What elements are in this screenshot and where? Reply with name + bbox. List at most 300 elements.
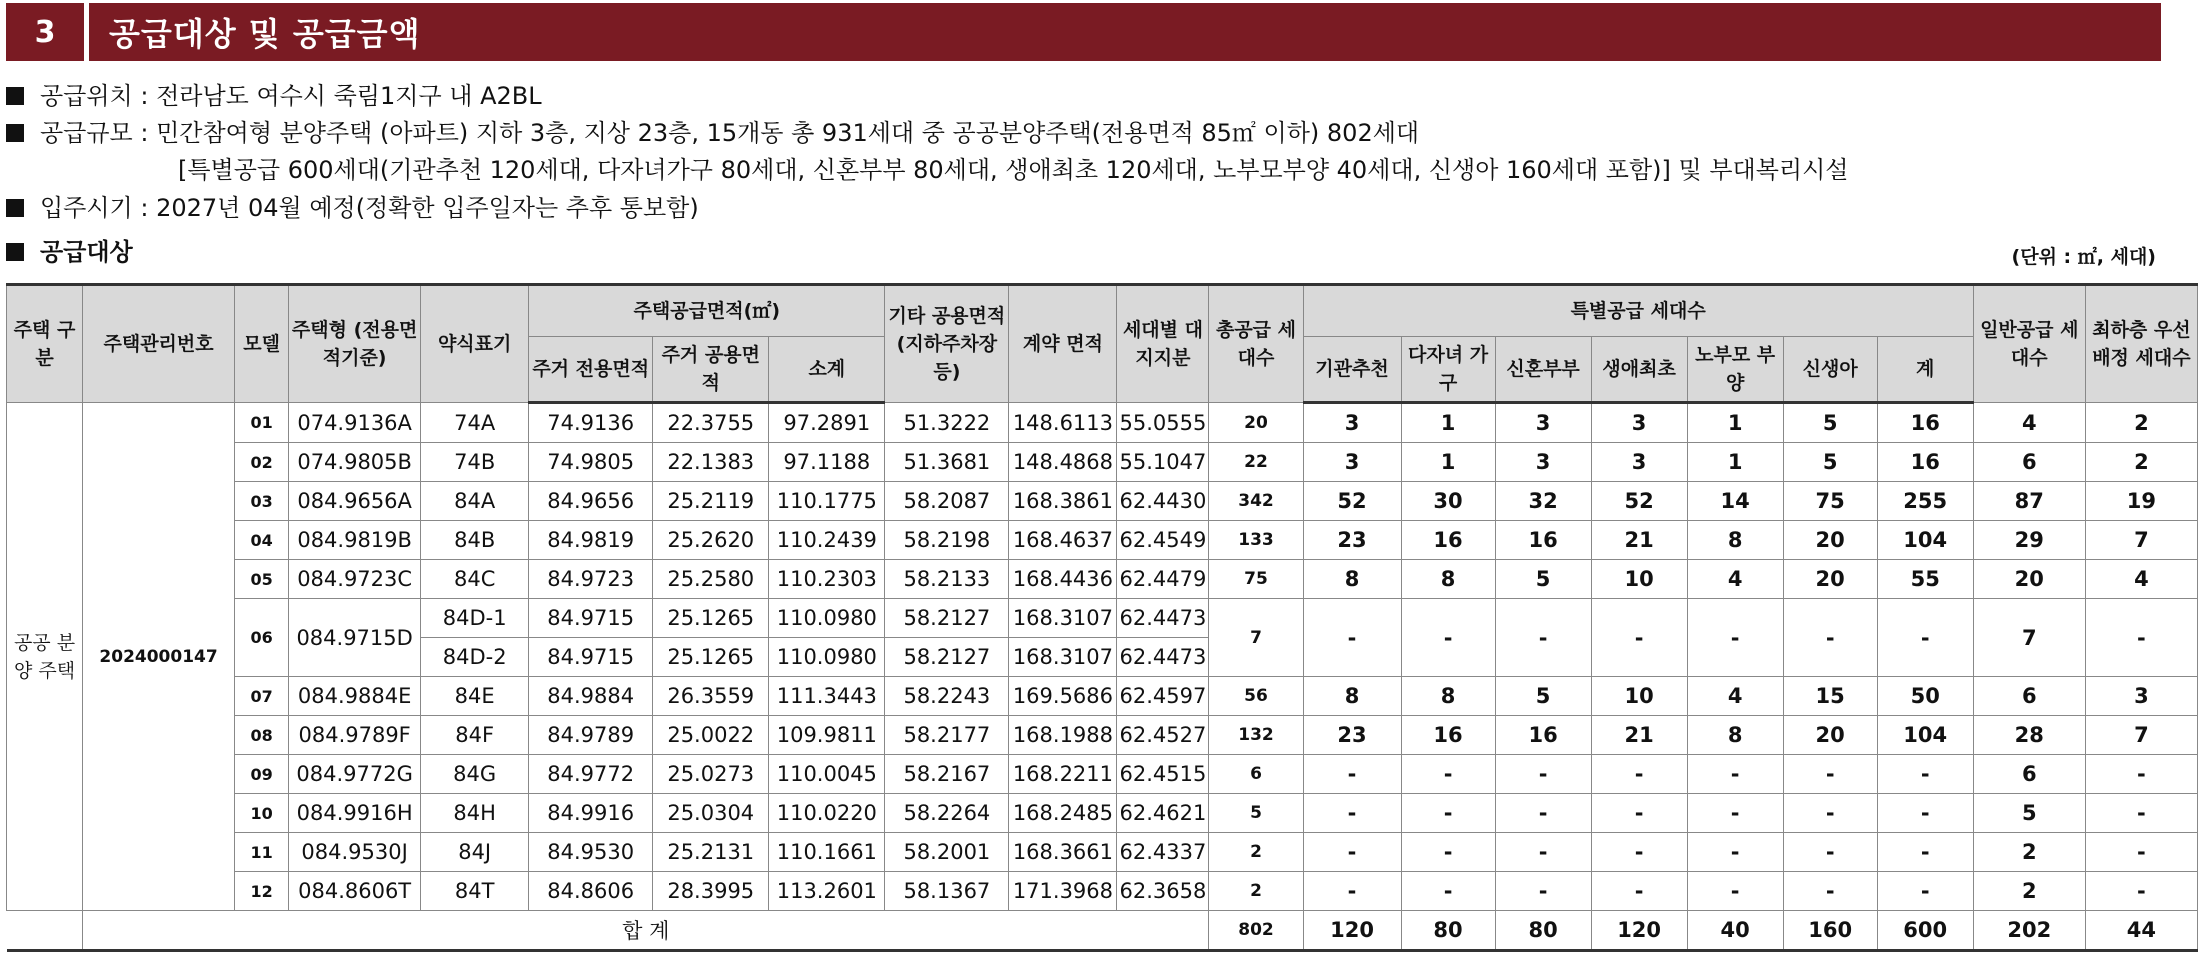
contract-area-cell: 168.2211	[1009, 755, 1117, 794]
abbr-cell: 84F	[421, 716, 529, 755]
general-cell: 2	[1973, 833, 2085, 872]
section-title: 공급대상 및 공급금액	[109, 15, 421, 53]
sp-total-cell: -	[1877, 794, 1973, 833]
total-supply-cell: 22	[1209, 443, 1303, 482]
subtotal-cell: 111.3443	[769, 677, 885, 716]
lowest-cell: 3	[2085, 677, 2197, 716]
section-header	[6, 3, 2161, 61]
general-cell: 87	[1973, 482, 2085, 521]
lowest-cell: -	[2085, 755, 2197, 794]
totals-newborn: 160	[1783, 911, 1877, 951]
lowest-cell: -	[2085, 599, 2197, 677]
model-cell: 01	[235, 403, 289, 443]
newborn-cell: -	[1783, 599, 1877, 677]
multi-cell: 8	[1401, 560, 1495, 599]
newborn-cell: -	[1783, 755, 1877, 794]
other-common-cell: 58.2087	[885, 482, 1009, 521]
model-cell: 02	[235, 443, 289, 482]
subtotal-cell: 113.2601	[769, 872, 885, 911]
sp-total-cell: 104	[1877, 521, 1973, 560]
abbr-cell: 84J	[421, 833, 529, 872]
exclusive-cell: 84.9656	[529, 482, 653, 521]
other-common-cell: 58.2001	[885, 833, 1009, 872]
col-general-supply: 일반공급 세대수	[1973, 285, 2085, 403]
inst-cell: 8	[1303, 560, 1401, 599]
inst-cell: 8	[1303, 677, 1401, 716]
abbr-cell: 84A	[421, 482, 529, 521]
table-row	[7, 794, 2198, 833]
common-cell: 26.3559	[653, 677, 769, 716]
elder-cell: 8	[1687, 521, 1783, 560]
totals-total-supply: 802	[1209, 911, 1303, 951]
elder-cell: 8	[1687, 716, 1783, 755]
house-type-cell: 084.9715D	[289, 599, 421, 677]
newborn-cell: -	[1783, 872, 1877, 911]
elder-cell: 14	[1687, 482, 1783, 521]
sp-total-cell: 104	[1877, 716, 1973, 755]
first-cell: 3	[1591, 403, 1687, 443]
newly-cell: 16	[1495, 521, 1591, 560]
model-cell: 08	[235, 716, 289, 755]
total-supply-cell: 2	[1209, 833, 1303, 872]
first-cell: -	[1591, 599, 1687, 677]
elder-cell: -	[1687, 833, 1783, 872]
subtotal-cell: 110.0220	[769, 794, 885, 833]
totals-lowest: 44	[2085, 911, 2197, 951]
general-cell: 2	[1973, 872, 2085, 911]
col-lowest-floor: 최하층 우선배정 세대수	[2085, 285, 2197, 403]
col-elder: 노부모 부양	[1687, 337, 1783, 403]
lowest-cell: 4	[2085, 560, 2197, 599]
elder-cell: 1	[1687, 443, 1783, 482]
model-cell: 06	[235, 599, 289, 677]
common-cell: 22.1383	[653, 443, 769, 482]
total-supply-cell: 5	[1209, 794, 1303, 833]
exclusive-cell: 84.9715	[529, 638, 653, 677]
subtotal-cell: 110.0980	[769, 599, 885, 638]
section-number: 3	[6, 3, 89, 61]
square-bullet-icon	[6, 243, 24, 261]
totals-multi: 80	[1401, 911, 1495, 951]
exclusive-cell: 84.9916	[529, 794, 653, 833]
first-cell: -	[1591, 794, 1687, 833]
land-share-cell: 55.1047	[1117, 443, 1209, 482]
elder-cell: 1	[1687, 403, 1783, 443]
house-type-cell: 084.9789F	[289, 716, 421, 755]
multi-cell: 30	[1401, 482, 1495, 521]
model-cell: 10	[235, 794, 289, 833]
common-cell: 25.0304	[653, 794, 769, 833]
land-share-cell: 62.4473	[1117, 638, 1209, 677]
col-common: 주거 공용면적	[653, 337, 769, 403]
col-mgmt-no: 주택관리번호	[83, 285, 235, 403]
table-header	[7, 285, 2198, 403]
common-cell: 22.3755	[653, 403, 769, 443]
multi-cell: 16	[1401, 521, 1495, 560]
unit-note: (단위 : ㎡, 세대)	[2011, 246, 2156, 268]
newborn-cell: 15	[1783, 677, 1877, 716]
exclusive-cell: 74.9805	[529, 443, 653, 482]
abbr-cell: 84B	[421, 521, 529, 560]
common-cell: 25.1265	[653, 599, 769, 638]
mgmt-no-cell: 2024000147	[83, 403, 235, 911]
land-share-cell: 62.4515	[1117, 755, 1209, 794]
land-share-cell: 55.0555	[1117, 403, 1209, 443]
model-cell: 11	[235, 833, 289, 872]
elder-cell: 4	[1687, 560, 1783, 599]
table-row	[7, 403, 2198, 443]
totals-elder: 40	[1687, 911, 1783, 951]
table-row	[7, 755, 2198, 794]
newly-cell: -	[1495, 599, 1591, 677]
first-cell: 10	[1591, 560, 1687, 599]
first-cell: 3	[1591, 443, 1687, 482]
totals-first: 120	[1591, 911, 1687, 951]
elder-cell: -	[1687, 872, 1783, 911]
exclusive-cell: 84.8606	[529, 872, 653, 911]
elder-cell: -	[1687, 755, 1783, 794]
totals-inst: 120	[1303, 911, 1401, 951]
total-supply-cell: 20	[1209, 403, 1303, 443]
col-inst: 기관추천	[1303, 337, 1401, 403]
other-common-cell: 58.2133	[885, 560, 1009, 599]
other-common-cell: 58.2167	[885, 755, 1009, 794]
land-share-cell: 62.4479	[1117, 560, 1209, 599]
first-cell: 21	[1591, 716, 1687, 755]
contract-area-cell: 168.3107	[1009, 638, 1117, 677]
newly-cell: 5	[1495, 560, 1591, 599]
land-share-cell: 62.4473	[1117, 599, 1209, 638]
table-row	[7, 716, 2198, 755]
common-cell: 25.2620	[653, 521, 769, 560]
first-cell: 52	[1591, 482, 1687, 521]
totals-label: 합 계	[83, 911, 1209, 951]
house-type-cell: 084.9884E	[289, 677, 421, 716]
multi-cell: -	[1401, 755, 1495, 794]
sp-total-cell: -	[1877, 872, 1973, 911]
inst-cell: 3	[1303, 443, 1401, 482]
table-row	[7, 599, 2198, 638]
exclusive-cell: 84.9819	[529, 521, 653, 560]
total-supply-cell: 75	[1209, 560, 1303, 599]
general-cell: 20	[1973, 560, 2085, 599]
totals-newly: 80	[1495, 911, 1591, 951]
exclusive-cell: 84.9530	[529, 833, 653, 872]
total-supply-cell: 56	[1209, 677, 1303, 716]
blank-cell	[7, 911, 83, 951]
col-housing-type: 주택 구분	[7, 285, 83, 403]
house-type-cell: 084.9819B	[289, 521, 421, 560]
lowest-cell: 2	[2085, 443, 2197, 482]
lowest-cell: -	[2085, 872, 2197, 911]
other-common-cell: 58.2127	[885, 638, 1009, 677]
elder-cell: -	[1687, 794, 1783, 833]
col-abbr: 약식표기	[421, 285, 529, 403]
col-sp-total: 계	[1877, 337, 1973, 403]
house-type-cell: 084.8606T	[289, 872, 421, 911]
newly-cell: -	[1495, 872, 1591, 911]
model-cell: 07	[235, 677, 289, 716]
inst-cell: -	[1303, 872, 1401, 911]
lowest-cell: -	[2085, 794, 2197, 833]
col-newly: 신혼부부	[1495, 337, 1591, 403]
model-cell: 09	[235, 755, 289, 794]
common-cell: 25.2131	[653, 833, 769, 872]
lowest-cell: 7	[2085, 716, 2197, 755]
table-row	[7, 677, 2198, 716]
common-cell: 25.2119	[653, 482, 769, 521]
col-contract-area: 계약 면적	[1009, 285, 1117, 403]
newborn-cell: 75	[1783, 482, 1877, 521]
info-location: 공급위치 : 전라남도 여수시 죽림1지구 내 A2BL	[6, 80, 542, 112]
newly-cell: 16	[1495, 716, 1591, 755]
house-type-cell: 084.9723C	[289, 560, 421, 599]
common-cell: 25.0273	[653, 755, 769, 794]
sp-total-cell: 55	[1877, 560, 1973, 599]
abbr-cell: 84C	[421, 560, 529, 599]
newly-cell: 3	[1495, 443, 1591, 482]
land-share-cell: 62.3658	[1117, 872, 1209, 911]
col-exclusive: 주거 전용면적	[529, 337, 653, 403]
col-total-supply: 총공급 세대수	[1209, 285, 1303, 403]
other-common-cell: 51.3681	[885, 443, 1009, 482]
exclusive-cell: 74.9136	[529, 403, 653, 443]
model-cell: 05	[235, 560, 289, 599]
contract-area-cell: 168.2485	[1009, 794, 1117, 833]
multi-cell: 1	[1401, 403, 1495, 443]
table-row	[7, 443, 2198, 482]
land-share-cell: 62.4549	[1117, 521, 1209, 560]
other-common-cell: 51.3222	[885, 403, 1009, 443]
newly-cell: -	[1495, 833, 1591, 872]
other-common-cell: 58.2127	[885, 599, 1009, 638]
newly-cell: -	[1495, 794, 1591, 833]
col-first: 생애최초	[1591, 337, 1687, 403]
contract-area-cell: 168.3661	[1009, 833, 1117, 872]
contract-area-cell: 168.1988	[1009, 716, 1117, 755]
contract-area-cell: 168.4637	[1009, 521, 1117, 560]
lowest-cell: 2	[2085, 403, 2197, 443]
exclusive-cell: 84.9772	[529, 755, 653, 794]
model-cell: 12	[235, 872, 289, 911]
inst-cell: 23	[1303, 521, 1401, 560]
first-cell: 21	[1591, 521, 1687, 560]
col-multi: 다자녀 가구	[1401, 337, 1495, 403]
first-cell: 10	[1591, 677, 1687, 716]
newborn-cell: 5	[1783, 443, 1877, 482]
multi-cell: -	[1401, 794, 1495, 833]
info-target-heading: 공급대상	[6, 236, 133, 268]
subtotal-cell: 110.0980	[769, 638, 885, 677]
total-supply-cell: 6	[1209, 755, 1303, 794]
general-cell: 28	[1973, 716, 2085, 755]
subtotal-cell: 110.0045	[769, 755, 885, 794]
total-supply-cell: 342	[1209, 482, 1303, 521]
abbr-cell: 84T	[421, 872, 529, 911]
newly-cell: 32	[1495, 482, 1591, 521]
table-row	[7, 833, 2198, 872]
contract-area-cell: 168.3861	[1009, 482, 1117, 521]
inst-cell: 52	[1303, 482, 1401, 521]
total-supply-cell: 133	[1209, 521, 1303, 560]
common-cell: 25.2580	[653, 560, 769, 599]
col-subtotal: 소계	[769, 337, 885, 403]
info-scale-detail: [특별공급 600세대(기관추천 120세대, 다자녀가구 80세대, 신혼부부 80세대, 생애최초 120세대, 노부모부양 40세대, 신생아 160세대 포함)] 및 부대복리시설	[178, 156, 1849, 184]
col-special-supply: 특별공급 세대수	[1303, 285, 1973, 337]
sp-total-cell: 16	[1877, 403, 1973, 443]
first-cell: -	[1591, 755, 1687, 794]
multi-cell: -	[1401, 599, 1495, 677]
abbr-cell: 84D-1	[421, 599, 529, 638]
totals-sp-total: 600	[1877, 911, 1973, 951]
multi-cell: 16	[1401, 716, 1495, 755]
subtotal-cell: 97.1188	[769, 443, 885, 482]
lowest-cell: 7	[2085, 521, 2197, 560]
land-share-cell: 62.4597	[1117, 677, 1209, 716]
house-type-cell: 074.9805B	[289, 443, 421, 482]
table-row	[7, 482, 2198, 521]
land-share-cell: 62.4337	[1117, 833, 1209, 872]
common-cell: 28.3995	[653, 872, 769, 911]
housing-type-cell: 공공 분양 주택	[7, 403, 83, 911]
multi-cell: 1	[1401, 443, 1495, 482]
house-type-cell: 084.9656A	[289, 482, 421, 521]
contract-area-cell: 171.3968	[1009, 872, 1117, 911]
land-share-cell: 62.4430	[1117, 482, 1209, 521]
elder-cell: 4	[1687, 677, 1783, 716]
abbr-cell: 74B	[421, 443, 529, 482]
house-type-cell: 074.9136A	[289, 403, 421, 443]
total-supply-cell: 132	[1209, 716, 1303, 755]
info-scale: 공급규모 : 민간참여형 분양주택 (아파트) 지하 3층, 지상 23층, 15개동 총 931세대 중 공공분양주택(전용면적 85㎡ 이하) 802세대	[6, 117, 1419, 149]
table-row	[7, 521, 2198, 560]
other-common-cell: 58.2177	[885, 716, 1009, 755]
table-body	[7, 403, 2198, 911]
general-cell: 5	[1973, 794, 2085, 833]
exclusive-cell: 84.9789	[529, 716, 653, 755]
newborn-cell: 20	[1783, 716, 1877, 755]
col-newborn: 신생아	[1783, 337, 1877, 403]
exclusive-cell: 84.9723	[529, 560, 653, 599]
other-common-cell: 58.1367	[885, 872, 1009, 911]
house-type-cell: 084.9916H	[289, 794, 421, 833]
multi-cell: 8	[1401, 677, 1495, 716]
general-cell: 6	[1973, 443, 2085, 482]
inst-cell: 3	[1303, 403, 1401, 443]
sp-total-cell: -	[1877, 755, 1973, 794]
info-move-in: 입주시기 : 2027년 04월 예정(정확한 입주일자는 추후 통보함)	[6, 192, 699, 224]
col-house-type: 주택형 (전용면적기준)	[289, 285, 421, 403]
square-bullet-icon	[6, 87, 24, 105]
table-row	[7, 560, 2198, 599]
subtotal-cell: 109.9811	[769, 716, 885, 755]
col-other-common: 기타 공용면적 (지하주차장등)	[885, 285, 1009, 403]
subtotal-cell: 110.2439	[769, 521, 885, 560]
col-model: 모델	[235, 285, 289, 403]
other-common-cell: 58.2264	[885, 794, 1009, 833]
model-cell: 03	[235, 482, 289, 521]
exclusive-cell: 84.9715	[529, 599, 653, 638]
contract-area-cell: 169.5686	[1009, 677, 1117, 716]
general-cell: 4	[1973, 403, 2085, 443]
newborn-cell: -	[1783, 833, 1877, 872]
abbr-cell: 84E	[421, 677, 529, 716]
sp-total-cell: -	[1877, 599, 1973, 677]
col-land-share: 세대별 대지지분	[1117, 285, 1209, 403]
inst-cell: 23	[1303, 716, 1401, 755]
sp-total-cell: 16	[1877, 443, 1973, 482]
contract-area-cell: 148.6113	[1009, 403, 1117, 443]
inst-cell: -	[1303, 755, 1401, 794]
subtotal-cell: 110.1775	[769, 482, 885, 521]
other-common-cell: 58.2243	[885, 677, 1009, 716]
subtotal-cell: 110.1661	[769, 833, 885, 872]
lowest-cell: 19	[2085, 482, 2197, 521]
land-share-cell: 62.4527	[1117, 716, 1209, 755]
exclusive-cell: 84.9884	[529, 677, 653, 716]
common-cell: 25.1265	[653, 638, 769, 677]
multi-cell: -	[1401, 872, 1495, 911]
total-supply-cell: 2	[1209, 872, 1303, 911]
lowest-cell: -	[2085, 833, 2197, 872]
contract-area-cell: 168.3107	[1009, 599, 1117, 638]
sp-total-cell: 50	[1877, 677, 1973, 716]
newborn-cell: -	[1783, 794, 1877, 833]
first-cell: -	[1591, 833, 1687, 872]
totals-row	[7, 911, 2198, 951]
newly-cell: 3	[1495, 403, 1591, 443]
first-cell: -	[1591, 872, 1687, 911]
elder-cell: -	[1687, 599, 1783, 677]
subtotal-cell: 97.2891	[769, 403, 885, 443]
supply-table	[6, 283, 2198, 952]
abbr-cell: 74A	[421, 403, 529, 443]
newborn-cell: 5	[1783, 403, 1877, 443]
abbr-cell: 84G	[421, 755, 529, 794]
general-cell: 6	[1973, 677, 2085, 716]
subtotal-cell: 110.2303	[769, 560, 885, 599]
sp-total-cell: -	[1877, 833, 1973, 872]
inst-cell: -	[1303, 833, 1401, 872]
newly-cell: -	[1495, 755, 1591, 794]
abbr-cell: 84H	[421, 794, 529, 833]
general-cell: 7	[1973, 599, 2085, 677]
house-type-cell: 084.9772G	[289, 755, 421, 794]
newly-cell: 5	[1495, 677, 1591, 716]
square-bullet-icon	[6, 124, 24, 142]
newborn-cell: 20	[1783, 521, 1877, 560]
abbr-cell: 84D-2	[421, 638, 529, 677]
multi-cell: -	[1401, 833, 1495, 872]
model-cell: 04	[235, 521, 289, 560]
contract-area-cell: 148.4868	[1009, 443, 1117, 482]
square-bullet-icon	[6, 199, 24, 217]
inst-cell: -	[1303, 794, 1401, 833]
newborn-cell: 20	[1783, 560, 1877, 599]
other-common-cell: 58.2198	[885, 521, 1009, 560]
totals-general: 202	[1973, 911, 2085, 951]
sp-total-cell: 255	[1877, 482, 1973, 521]
col-supply-area: 주택공급면적(㎡)	[529, 285, 885, 337]
land-share-cell: 62.4621	[1117, 794, 1209, 833]
general-cell: 29	[1973, 521, 2085, 560]
general-cell: 6	[1973, 755, 2085, 794]
contract-area-cell: 168.4436	[1009, 560, 1117, 599]
table-row	[7, 872, 2198, 911]
inst-cell: -	[1303, 599, 1401, 677]
house-type-cell: 084.9530J	[289, 833, 421, 872]
total-supply-cell: 7	[1209, 599, 1303, 677]
